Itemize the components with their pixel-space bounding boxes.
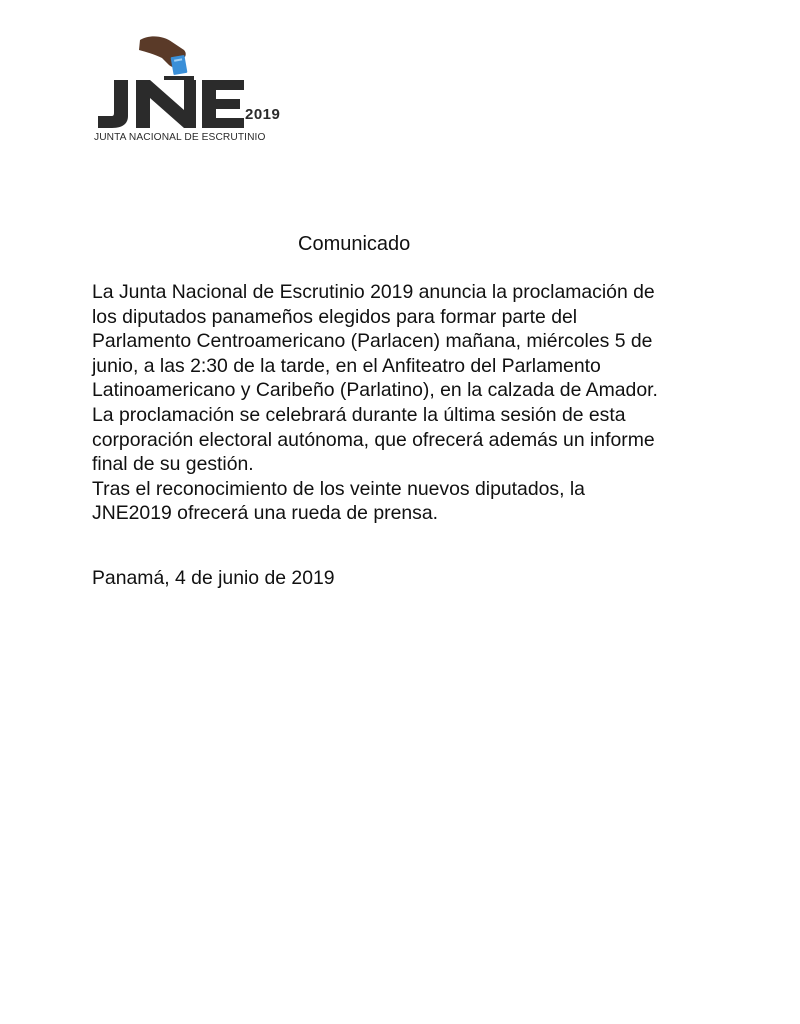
body-line: junio, a las 2:30 de la tarde, en el Anfiteatro del Parlamento — [92, 354, 601, 377]
letter-n — [136, 80, 196, 128]
logo-year: 2019 — [245, 106, 281, 123]
body-line: La proclamación se celebrará durante la última sesión de esta — [92, 403, 626, 426]
body-line: corporación electoral autónoma, que ofrecerá además un informe — [92, 428, 655, 451]
letter-e — [202, 80, 244, 128]
body-line: La Junta Nacional de Escrutinio 2019 anuncia la proclamación de — [92, 281, 655, 303]
document-body — [92, 280, 732, 526]
ballot-icon — [171, 55, 188, 75]
logo-subtitle: JUNTA NACIONAL DE ESCRUTINIO — [94, 132, 266, 143]
jne-logo — [92, 28, 288, 152]
body-line: Latinoamericano y Caribeño (Parlatino), en la calzada de Amador. — [92, 379, 658, 402]
body-line: JNE2019 ofrecerá una rueda de prensa. — [92, 502, 439, 525]
document-title: Comunicado — [298, 233, 411, 255]
letter-j — [98, 80, 128, 128]
body-line: Parlamento Centroamericano (Parlacen) mañana, miércoles 5 de — [92, 330, 653, 353]
body-line: Tras el reconocimiento de los veinte nuevos diputados, la — [92, 477, 585, 500]
place-and-date: Panamá, 4 de junio de 2019 — [92, 567, 335, 589]
body-line: final de su gestión. — [92, 453, 254, 476]
ballot-box-slot — [164, 76, 194, 80]
body-line: los diputados panameños elegidos para formar parte del — [92, 305, 578, 328]
